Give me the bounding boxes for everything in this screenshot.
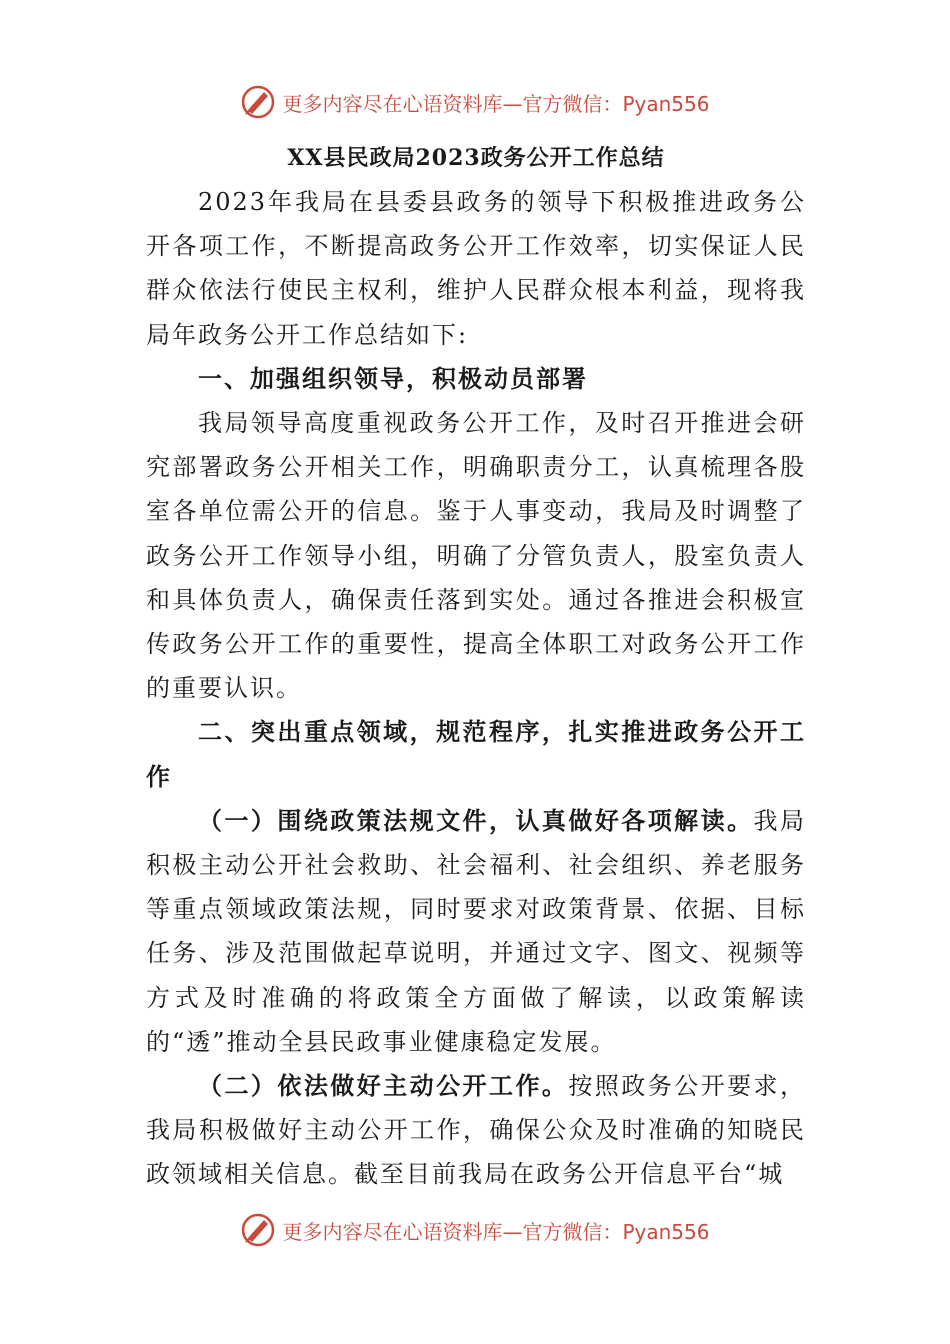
document-body: [146, 140, 806, 1197]
pen-logo-icon: [240, 1212, 276, 1248]
section2-item1-lead: （一）围绕政策法规文件，认真做好各项解读。: [198, 806, 754, 835]
document-title: XX县民政局2023政务公开工作总结: [287, 145, 665, 171]
watermark-text: 更多内容尽在心语资料库—官方微信：Pyan556: [282, 1219, 710, 1244]
watermark-text: 更多内容尽在心语资料库—官方微信：Pyan556: [282, 91, 710, 116]
watermark-header: [0, 84, 950, 120]
section1-body: 我局领导高度重视政务公开工作，及时召开推进会研究部署政务公开相关工作，明确职责分工，认真梳理各股室各单位需公开的信息。鉴于人事变动，我局及时调整了政务公开工作领导小组，明确了分管负责人，股室负责人和具体负责人，确保责任落到实处。通过各推进会积极宣传政务公开工作的重要性，提高全体职工对政务公开工作的重要认识。: [146, 409, 806, 703]
section2-item1: [146, 799, 806, 1064]
section2-heading: 二、突出重点领域，规范程序，扎实推进政务公开工作: [146, 718, 806, 791]
intro-paragraph: 2023年我局在县委县政务的领导下积极推进政务公开各项工作，不断提高政务公开工作效率，切实保证人民群众依法行使民主权利，维护人民群众根本利益，现将我局年政务公开工作总结如下:: [146, 188, 806, 349]
section2-item2: [146, 1064, 806, 1197]
section2-item2-lead: （二）依法做好主动公开工作。: [198, 1072, 569, 1101]
pen-logo-icon: [240, 84, 276, 120]
section2-item2-body: 按照政务公开要求，我局积极做好主动公开工作，确保公众及时准确的知晓民政领域相关信息。截至目前我局在政务公开信息平台“城: [146, 1072, 807, 1189]
section2-item1-body: 我局积极主动公开社会救助、社会福利、社会组织、养老服务等重点领域政策法规，同时要求对政策背景、依据、目标任务、涉及范围做起草说明，并通过文字、图文、视频等方式及时准确的将政策全方面做了解读，以政策解读的“透”推动全县民政事业健康稳定发展。: [146, 806, 807, 1056]
section1-heading: 一、加强组织领导，积极动员部署: [198, 364, 588, 393]
watermark-footer: [0, 1212, 950, 1248]
